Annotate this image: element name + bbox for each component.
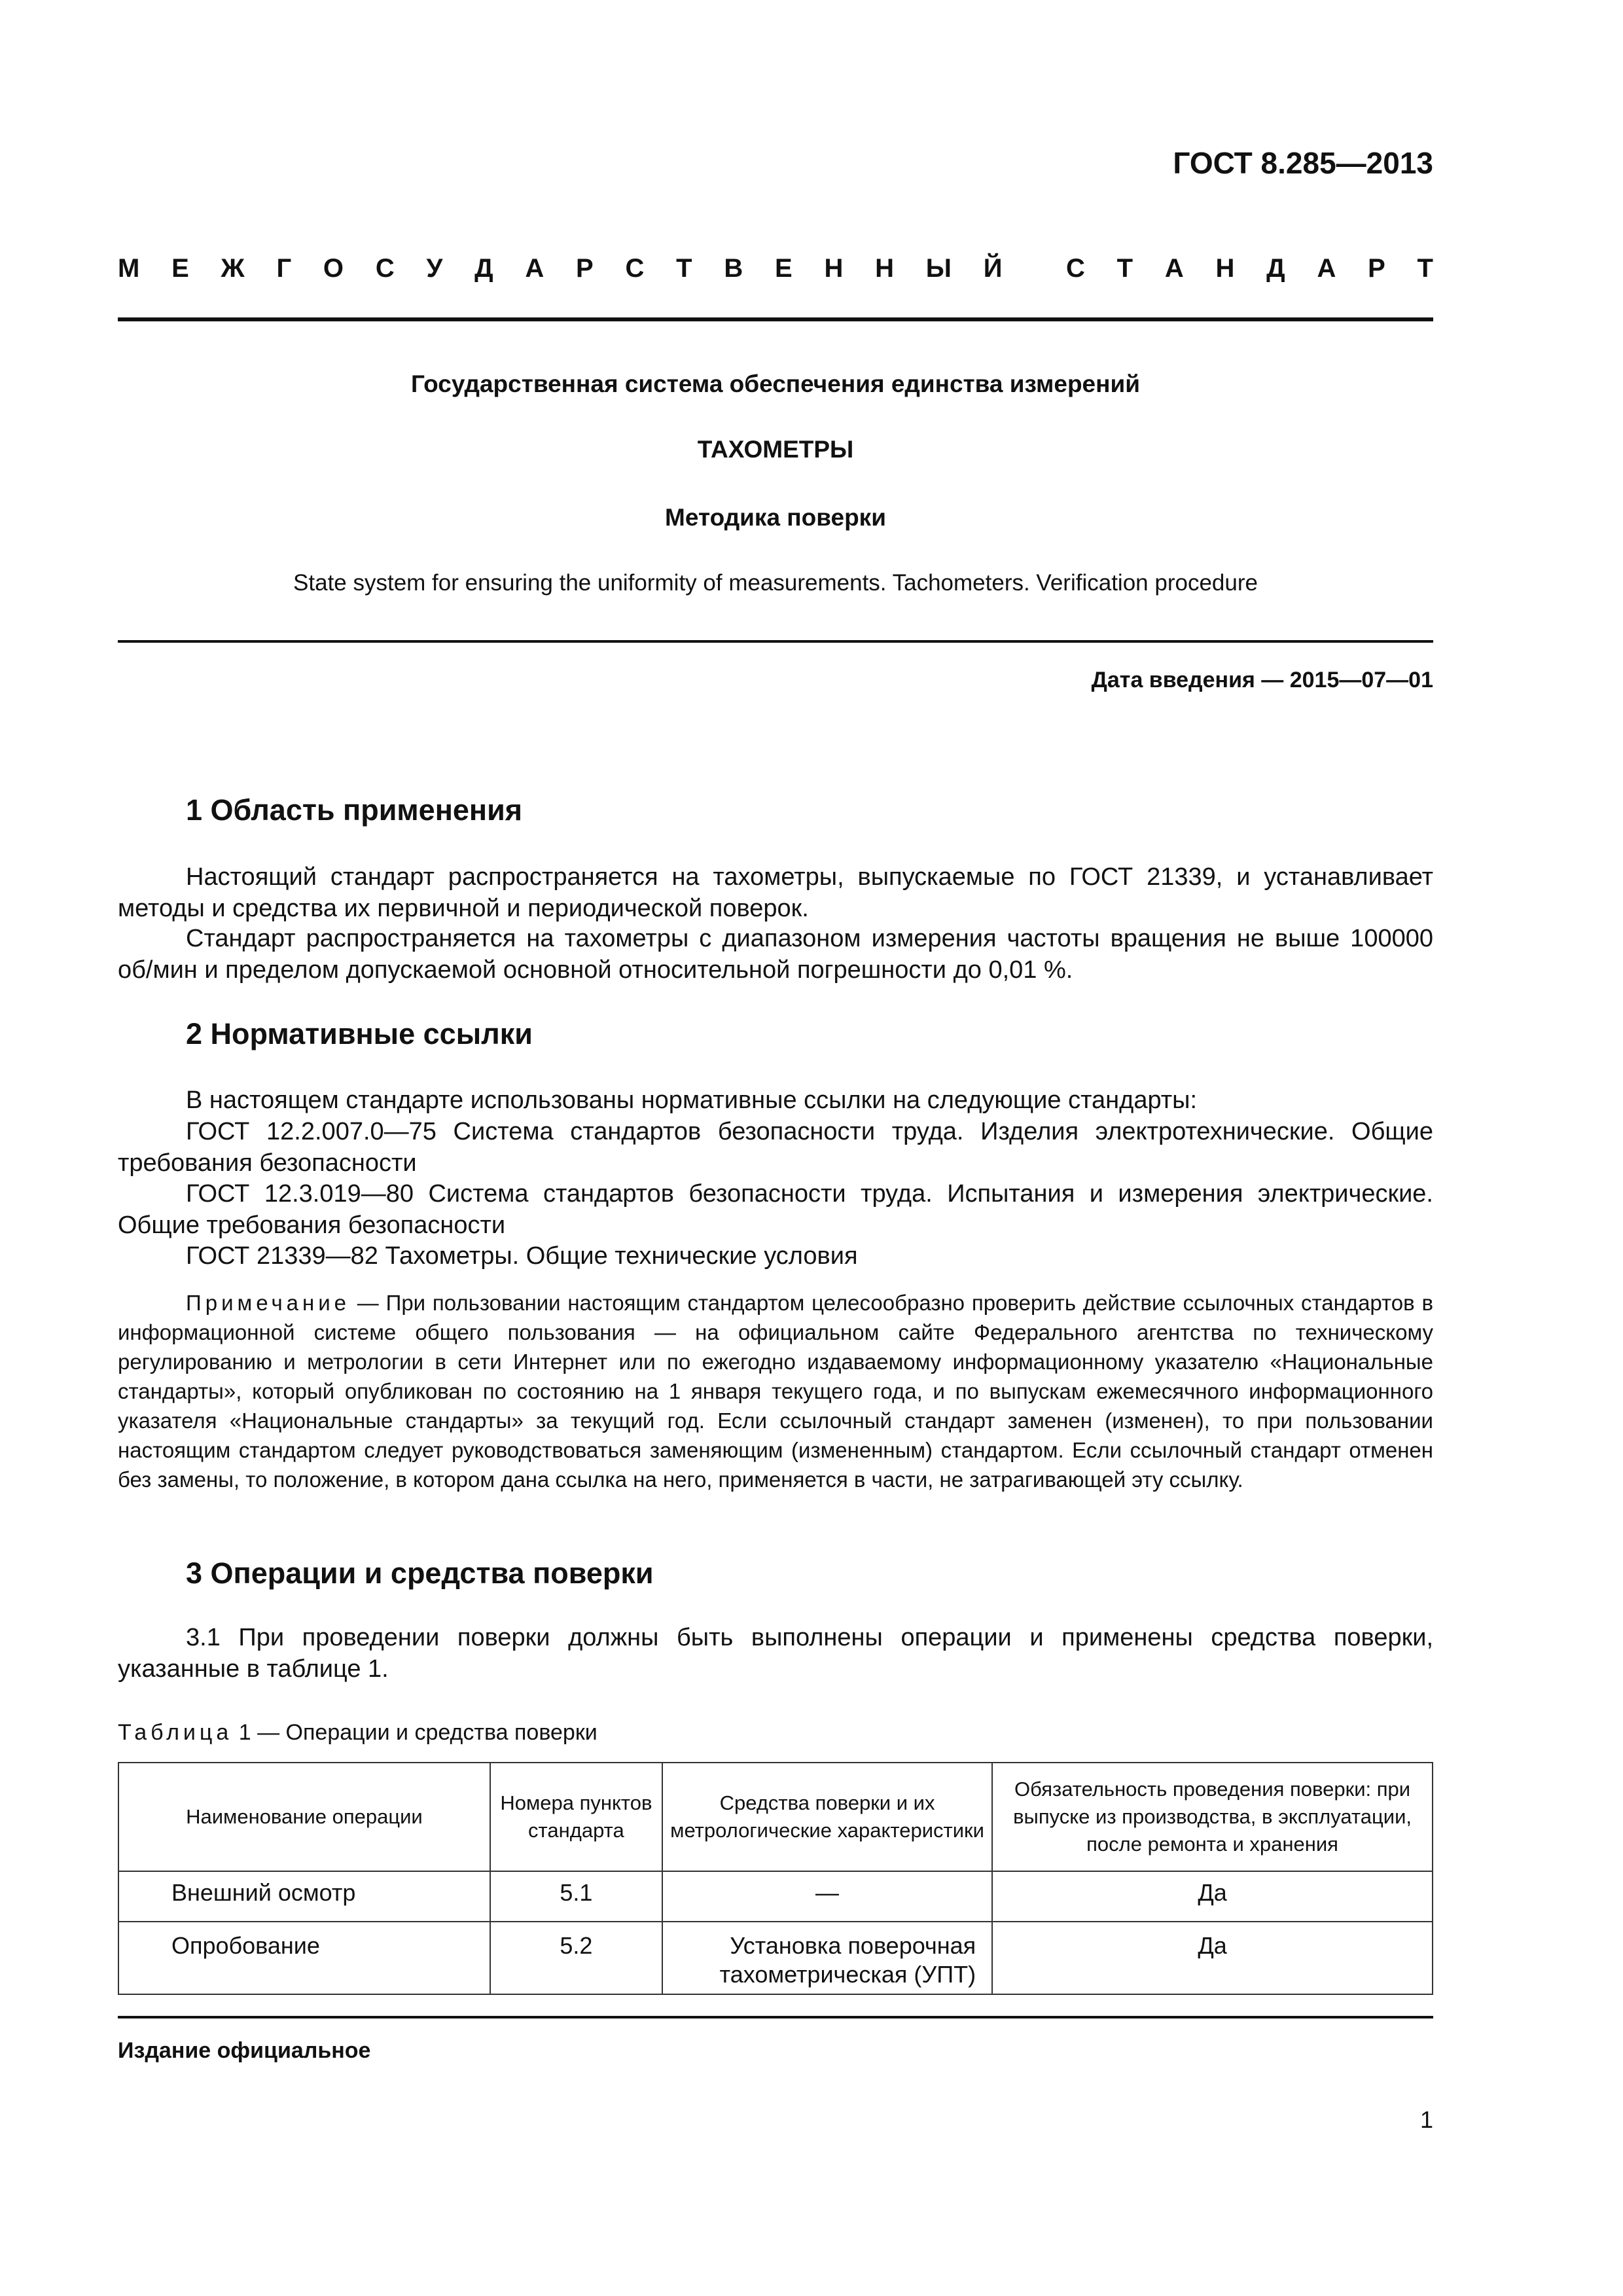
reference-item: ГОСТ 12.2.007.0—75 Система стандартов безопасности труда. Изделия электротехнические. Общие требования безопасности — [118, 1118, 1433, 1177]
clause-number-cell: 5.2 — [490, 1922, 662, 1994]
table-row — [118, 1871, 1433, 1922]
section-3-heading: 3 Операции и средства поверки — [186, 1556, 654, 1590]
edition-label: Издание официальное — [118, 2038, 371, 2063]
operation-name-cell: Внешний осмотр — [118, 1871, 490, 1922]
kind-letter: В — [724, 254, 743, 283]
note-text: — При пользовании настоящим стандартом целесообразно проверить действие ссылочных стандартов в информационной системе общего пользования — на официальном сайте Федерального агентства по техническому регулированию и метрологии в сети Интернет или по ежегодно издаваемому информационному указателю «Национальные стандарты», который опубликован по состоянию на 1 января текущего года, и по выпускам ежемесячного информационного указателя «Национальные стандарты» за текущий год. Если ссылочный стандарт заменен (изменен), то при пользовании настоящим стандартом следует руководствоваться заменяющим (измененным) стандартом. Если ссылочный стандарт отменен без замены, то положение, в котором дана ссылка на него, применяется в части, не затрагивающей эту ссылку. — [118, 1291, 1433, 1492]
table-caption — [118, 1720, 1433, 1746]
operations-table — [118, 1762, 1433, 1995]
kind-letter: Т — [676, 254, 692, 283]
standard-method-title: Методика поверки — [665, 504, 886, 531]
mandatory-cell: Да — [992, 1922, 1433, 1994]
kind-letter: Р — [576, 254, 594, 283]
kind-letter: С — [1066, 254, 1085, 283]
kind-letter: Е — [171, 254, 189, 283]
kind-letter: У — [426, 254, 443, 283]
table-header-row — [118, 1763, 1433, 1871]
kind-letter: Е — [775, 254, 793, 283]
document-code: ГОСТ 8.285—2013 — [1173, 146, 1433, 180]
kind-letter: О — [323, 254, 344, 283]
table-caption-label: Таблица — [118, 1720, 233, 1745]
kind-letter: Ж — [221, 254, 245, 283]
kind-letter: Г — [276, 254, 292, 283]
section-1-paragraph: Настоящий стандарт распространяется на тахометры, выпускаемые по ГОСТ 21339, и устанавливает методы и средства их первичной и периодической поверок. — [118, 863, 1433, 922]
kind-letter: М — [118, 254, 140, 283]
section-3-paragraph: 3.1 При проведении поверки должны быть выполнены операции и применены средства поверки, указанные в таблице 1. — [118, 1624, 1433, 1683]
section-1-paragraph: Стандарт распространяется на тахометры с диапазоном измерения частоты вращения не выше 100000 об/мин и пределом допускаемой основной относительной погрешности до 0,01 %. — [118, 925, 1433, 984]
kind-letter: Д — [1266, 254, 1285, 283]
kind-letter: Н — [824, 254, 844, 283]
title-divider — [118, 640, 1433, 643]
kind-letter: Н — [1215, 254, 1235, 283]
table-row — [118, 1922, 1433, 1994]
references-intro: В настоящем стандарте использованы нормативные ссылки на следующие стандарты: — [186, 1086, 1198, 1114]
standard-system-title: Государственная система обеспечения единства измерений — [411, 370, 1140, 397]
section-2-heading: 2 Нормативные ссылки — [186, 1017, 533, 1050]
introduction-date: Дата введения — 2015—07—01 — [1091, 668, 1433, 692]
section-1-heading: 1 Область применения — [186, 793, 523, 827]
kind-letter: С — [375, 254, 395, 283]
column-header: Номера пунктов стандарта — [490, 1763, 662, 1871]
table-caption-text: 1 — Операции и средства поверки — [232, 1720, 597, 1745]
kind-letter: А — [1164, 254, 1184, 283]
clause-number-cell: 5.1 — [490, 1871, 662, 1922]
kind-letter: А — [525, 254, 544, 283]
kind-letter: Н — [875, 254, 895, 283]
header-divider — [118, 317, 1433, 321]
reference-item: ГОСТ 12.3.019—80 Система стандартов безопасности труда. Испытания и измерения электрические. Общие требования безопасности — [118, 1180, 1433, 1239]
kind-letter: Р — [1368, 254, 1385, 283]
kind-letter: С — [625, 254, 645, 283]
references-note — [118, 1288, 1433, 1494]
verification-means-cell: Установка поверочная тахометрическая (УПТ) — [662, 1922, 992, 1994]
footer-divider — [118, 2016, 1433, 2018]
english-title: State system for ensuring the uniformity of measurements. Tachometers. Verification procedure — [293, 570, 1258, 596]
mandatory-cell: Да — [992, 1871, 1433, 1922]
page-number: 1 — [1419, 2106, 1433, 2133]
kind-letter: Д — [474, 254, 493, 283]
kind-letter: Й — [983, 254, 1003, 283]
column-header: Средства поверки и их метрологические характеристики — [662, 1763, 992, 1871]
verification-means-cell: — — [662, 1871, 992, 1922]
standard-subject-title: ТАХОМЕТРЫ — [697, 436, 854, 463]
kind-letter: Т — [1116, 254, 1133, 283]
kind-letter: А — [1317, 254, 1336, 283]
kind-letter: Ы — [925, 254, 952, 283]
kind-letter: Т — [1417, 254, 1433, 283]
operation-name-cell: Опробование — [118, 1922, 490, 1994]
note-label: Примечание — [186, 1291, 351, 1315]
reference-item: ГОСТ 21339—82 Тахометры. Общие технические условия — [186, 1242, 858, 1270]
standard-kind-heading — [118, 254, 1433, 283]
column-header: Обязательность проведения поверки: при выпуске из производства, в эксплуатации, после ремонта и хранения — [992, 1763, 1433, 1871]
column-header: Наименование операции — [118, 1763, 490, 1871]
